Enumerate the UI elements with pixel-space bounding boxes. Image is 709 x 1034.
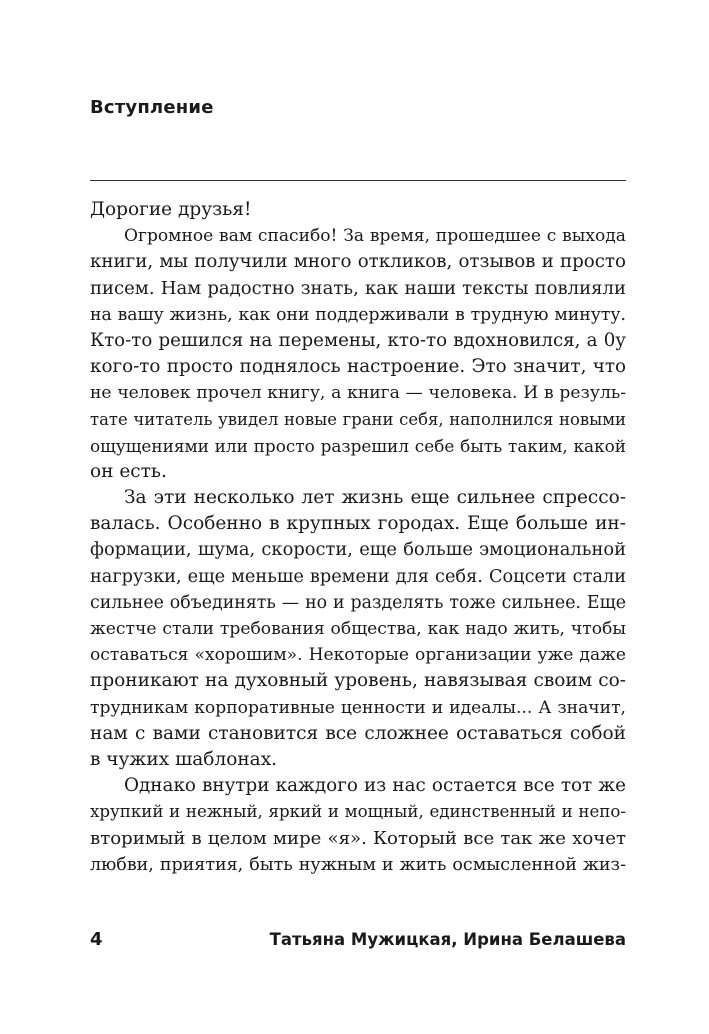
text-line: оставаться «хорошим». Некоторые организации уже даже [90,645,626,666]
page-footer [90,929,626,950]
text-line: любви, приятия, быть нужным и жить осмысленной жиз- [90,854,626,875]
text-line: в чужих шаблонах. [90,748,278,770]
text-line: Дорогие друзья! [90,199,252,220]
text-line: книги, мы получили много откликов, отзывов и просто [90,251,626,273]
text-line: Кто-то решился на перемены, кто-то вдохновился, а 0у [90,329,626,351]
book-authors: Татьяна Мужицкая, Ирина Белашева [269,930,626,949]
text-line: тате читатель увидел новые грани себя, наполнился новыми [90,409,626,429]
text-line: он есть. [90,460,167,482]
text-line: За эти несколько лет жизнь еще сильнее спрессо- [124,487,626,509]
text-line: Однако внутри каждого из нас остается все тот же [124,775,626,797]
text-line: вторимый в целом мире «я». Который все так же хочет [90,827,626,849]
text-line: жестче стали требования общества, как надо жить, чтобы [90,619,626,639]
text-line: нагрузки, еще меньше времени для себя. Соцсети стали [90,566,626,587]
text-line: валась. Особенно в крупных городах. Еще больше ин- [90,513,626,535]
text-line: нам с вами становится все сложнее оставаться собой [90,722,626,744]
text-line: проникают на духовный уровень, навязывая своим со- [90,670,626,692]
text-line: не человек прочел книгу, а книга — человека. И в резуль- [90,383,626,404]
chapter-heading: Вступление [90,97,214,118]
body-text [90,197,626,878]
heading-divider [90,180,626,181]
text-line: формации, шума, скорости, еще больше эмоциональной [90,539,626,561]
text-line: кого-то просто поднялось настроение. Это значит, что [90,356,626,378]
text-line: ощущениями или просто разрешил себе быть таким, какой [90,435,626,456]
text-line: на вашу жизнь, как они поддерживали в трудную минуту. [90,304,626,325]
text-line: Огромное вам спасибо! За время, прошедшее с выхода [124,226,626,247]
text-line: сильнее объединять — но и разделять тоже сильнее. Еще [90,592,626,613]
page-number: 4 [90,929,103,950]
text-line: хрупкий и нежный, яркий и мощный, единственный и непо- [90,802,626,822]
text-line: писем. Нам радостно знать, как наши тексты повлияли [90,277,626,299]
text-line: трудникам корпоративные ценности и идеалы... А значит, [90,697,626,718]
